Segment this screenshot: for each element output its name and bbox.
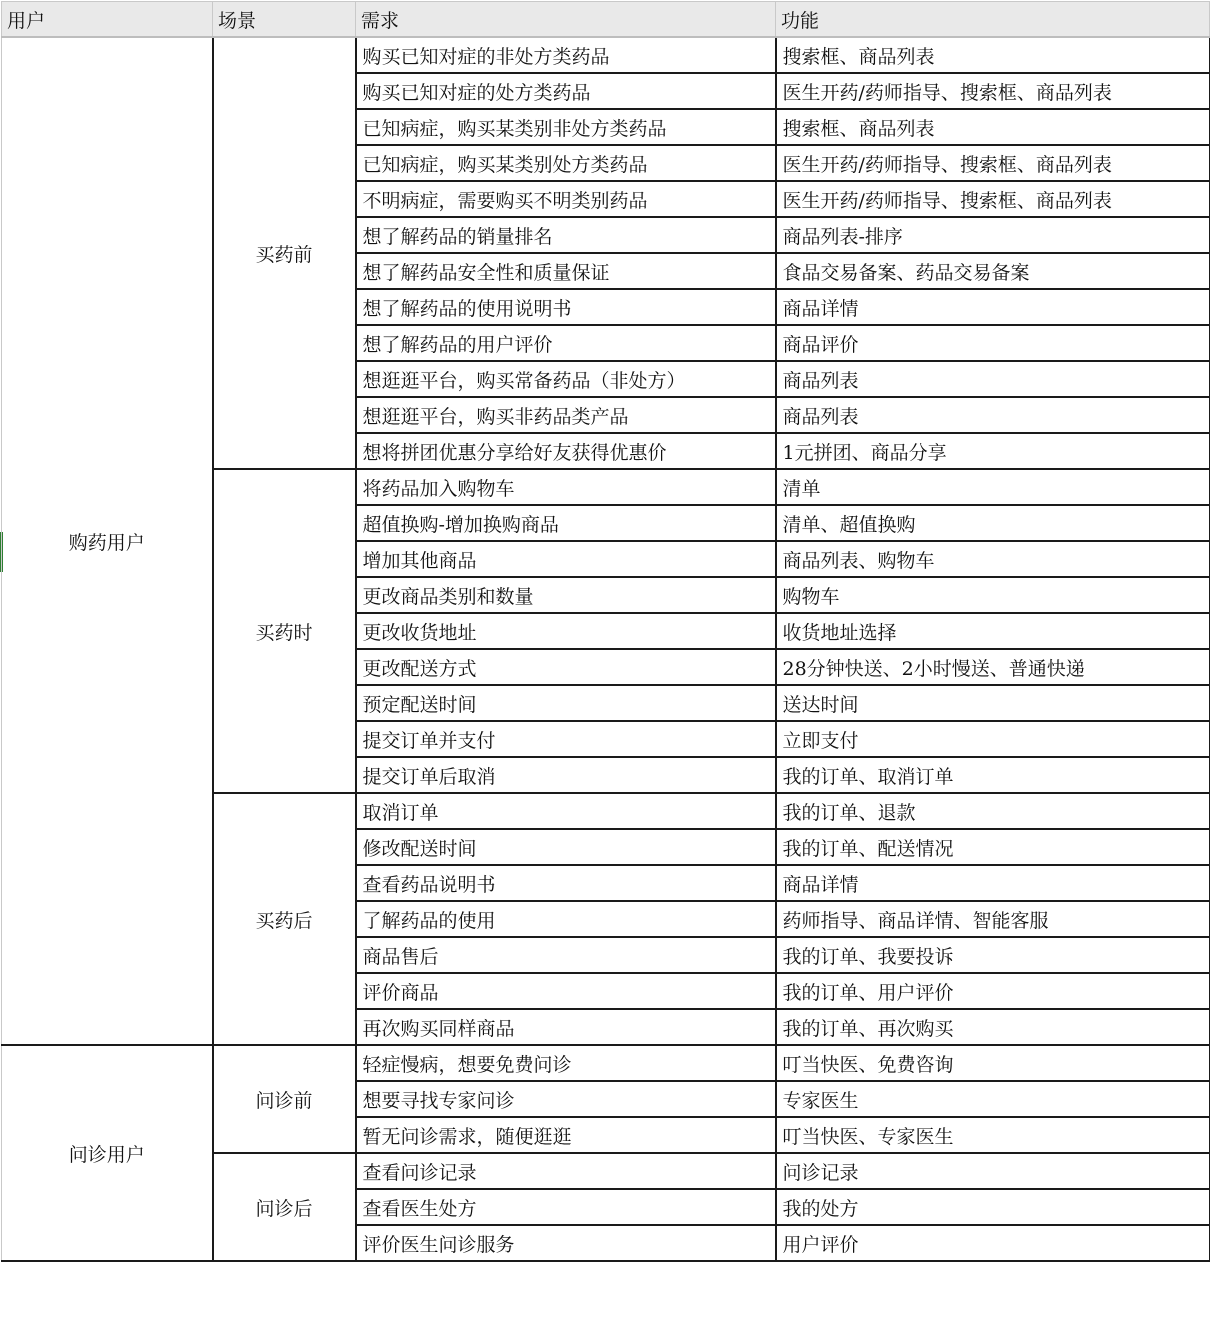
feature-cell[interactable]: 28分钟快送、2小时慢送、普通快递 — [776, 649, 1210, 685]
need-cell[interactable]: 取消订单 — [356, 793, 776, 829]
need-cell[interactable]: 了解药品的使用 — [356, 901, 776, 937]
feature-cell[interactable]: 商品列表、购物车 — [776, 541, 1210, 577]
feature-cell[interactable]: 问诊记录 — [776, 1153, 1210, 1189]
feature-cell[interactable]: 用户评价 — [776, 1225, 1210, 1261]
feature-cell[interactable]: 搜索框、商品列表 — [776, 109, 1210, 145]
scene-cell[interactable]: 买药前 — [213, 37, 356, 469]
feature-cell[interactable]: 我的订单、退款 — [776, 793, 1210, 829]
need-cell[interactable]: 查看药品说明书 — [356, 865, 776, 901]
need-cell[interactable]: 想要寻找专家问诊 — [356, 1081, 776, 1117]
need-cell[interactable]: 更改收货地址 — [356, 613, 776, 649]
need-cell[interactable]: 想将拼团优惠分享给好友获得优惠价 — [356, 433, 776, 469]
need-cell[interactable]: 想了解药品的销量排名 — [356, 217, 776, 253]
feature-cell[interactable]: 我的订单、用户评价 — [776, 973, 1210, 1009]
need-cell[interactable]: 想逛逛平台，购买非药品类产品 — [356, 397, 776, 433]
need-cell[interactable]: 提交订单后取消 — [356, 757, 776, 793]
feature-cell[interactable]: 药师指导、商品详情、智能客服 — [776, 901, 1210, 937]
feature-cell[interactable]: 清单 — [776, 469, 1210, 505]
feature-cell[interactable]: 商品列表 — [776, 361, 1210, 397]
feature-cell[interactable]: 叮当快医、专家医生 — [776, 1117, 1210, 1153]
need-cell[interactable]: 购买已知对症的处方类药品 — [356, 73, 776, 109]
feature-cell[interactable]: 我的订单、我要投诉 — [776, 937, 1210, 973]
feature-cell[interactable]: 清单、超值换购 — [776, 505, 1210, 541]
feature-cell[interactable]: 商品详情 — [776, 289, 1210, 325]
need-cell[interactable]: 修改配送时间 — [356, 829, 776, 865]
feature-cell[interactable]: 医生开药/药师指导、搜索框、商品列表 — [776, 73, 1210, 109]
need-cell[interactable]: 超值换购-增加换购商品 — [356, 505, 776, 541]
need-cell[interactable]: 预定配送时间 — [356, 685, 776, 721]
need-cell[interactable]: 查看问诊记录 — [356, 1153, 776, 1189]
user-type-cell[interactable]: 问诊用户 — [2, 1045, 213, 1261]
need-cell[interactable]: 购买已知对症的非处方类药品 — [356, 37, 776, 73]
feature-cell[interactable]: 商品评价 — [776, 325, 1210, 361]
need-cell[interactable]: 增加其他商品 — [356, 541, 776, 577]
need-cell[interactable]: 商品售后 — [356, 937, 776, 973]
feature-cell[interactable]: 医生开药/药师指导、搜索框、商品列表 — [776, 145, 1210, 181]
need-cell[interactable]: 提交订单并支付 — [356, 721, 776, 757]
feature-cell[interactable]: 商品详情 — [776, 865, 1210, 901]
feature-cell[interactable]: 收货地址选择 — [776, 613, 1210, 649]
feature-cell[interactable]: 送达时间 — [776, 685, 1210, 721]
need-cell[interactable]: 再次购买同样商品 — [356, 1009, 776, 1045]
feature-cell[interactable]: 购物车 — [776, 577, 1210, 613]
feature-cell[interactable]: 医生开药/药师指导、搜索框、商品列表 — [776, 181, 1210, 217]
need-cell[interactable]: 将药品加入购物车 — [356, 469, 776, 505]
table-row — [2, 37, 1210, 73]
need-cell[interactable]: 不明病症，需要购买不明类别药品 — [356, 181, 776, 217]
feature-cell[interactable]: 食品交易备案、药品交易备案 — [776, 253, 1210, 289]
header-row — [2, 2, 1210, 38]
need-cell[interactable]: 暂无问诊需求，随便逛逛 — [356, 1117, 776, 1153]
feature-cell[interactable]: 商品列表-排序 — [776, 217, 1210, 253]
need-cell[interactable]: 更改配送方式 — [356, 649, 776, 685]
need-cell[interactable]: 想了解药品的用户评价 — [356, 325, 776, 361]
feature-cell[interactable]: 我的处方 — [776, 1189, 1210, 1225]
feature-cell[interactable]: 我的订单、取消订单 — [776, 757, 1210, 793]
need-cell[interactable]: 想逛逛平台，购买常备药品（非处方） — [356, 361, 776, 397]
scene-cell[interactable]: 买药时 — [213, 469, 356, 793]
need-cell[interactable]: 想了解药品安全性和质量保证 — [356, 253, 776, 289]
feature-cell[interactable]: 立即支付 — [776, 721, 1210, 757]
need-cell[interactable]: 想了解药品的使用说明书 — [356, 289, 776, 325]
user-type-cell[interactable]: 购药用户 — [2, 37, 213, 1045]
table-row — [2, 1045, 1210, 1081]
scene-cell[interactable]: 问诊前 — [213, 1045, 356, 1153]
need-cell[interactable]: 评价医生问诊服务 — [356, 1225, 776, 1261]
feature-cell[interactable]: 1元拼团、商品分享 — [776, 433, 1210, 469]
header-user[interactable]: 用户 — [2, 2, 213, 38]
scene-cell[interactable]: 买药后 — [213, 793, 356, 1045]
feature-cell[interactable]: 我的订单、再次购买 — [776, 1009, 1210, 1045]
header-need[interactable]: 需求 — [356, 2, 776, 38]
scene-cell[interactable]: 问诊后 — [213, 1153, 356, 1261]
feature-cell[interactable]: 叮当快医、免费咨询 — [776, 1045, 1210, 1081]
feature-cell[interactable]: 商品列表 — [776, 397, 1210, 433]
table-body — [2, 37, 1210, 1261]
need-cell[interactable]: 已知病症，购买某类别非处方类药品 — [356, 109, 776, 145]
header-scene[interactable]: 场景 — [213, 2, 356, 38]
feature-cell[interactable]: 我的订单、配送情况 — [776, 829, 1210, 865]
need-cell[interactable]: 查看医生处方 — [356, 1189, 776, 1225]
requirements-table — [1, 1, 1210, 1262]
header-feature[interactable]: 功能 — [776, 2, 1210, 38]
need-cell[interactable]: 已知病症，购买某类别处方类药品 — [356, 145, 776, 181]
need-cell[interactable]: 轻症慢病，想要免费问诊 — [356, 1045, 776, 1081]
need-cell[interactable]: 更改商品类别和数量 — [356, 577, 776, 613]
feature-cell[interactable]: 搜索框、商品列表 — [776, 37, 1210, 73]
feature-cell[interactable]: 专家医生 — [776, 1081, 1210, 1117]
need-cell[interactable]: 评价商品 — [356, 973, 776, 1009]
